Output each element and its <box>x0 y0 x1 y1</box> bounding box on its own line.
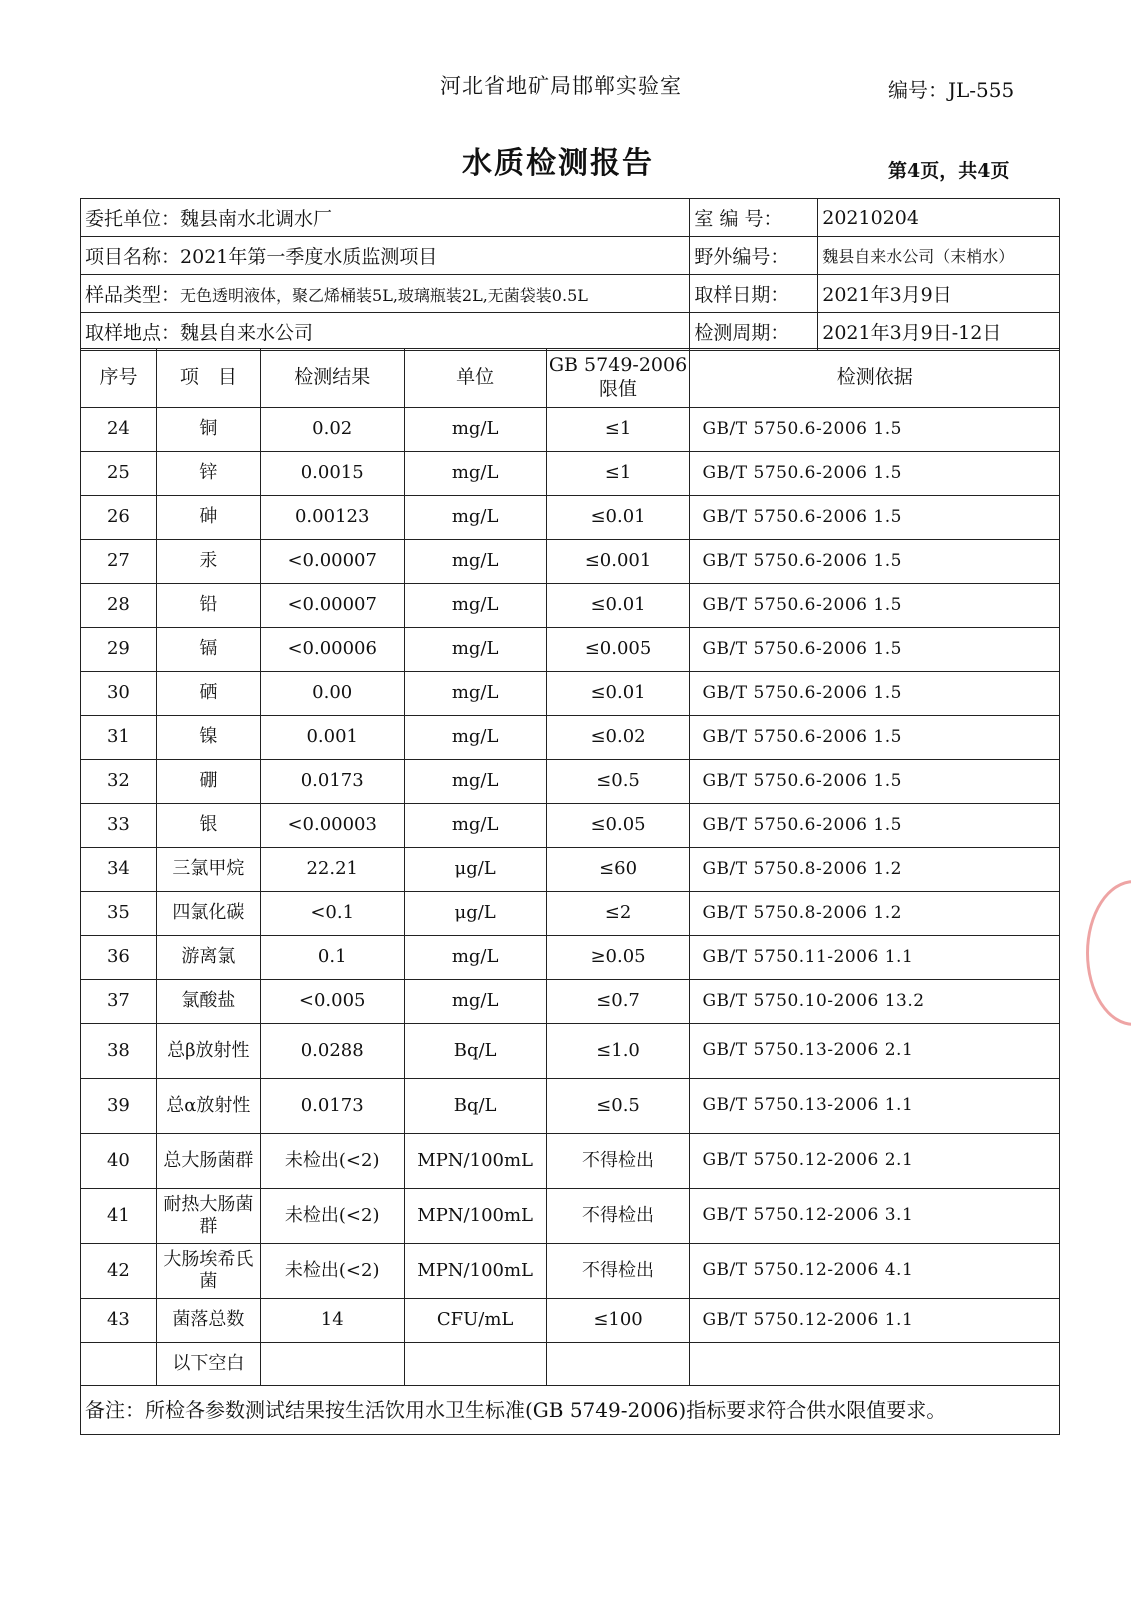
cell-basis: GB/T 5750.6-2006 1.5 <box>690 408 1060 452</box>
sample-type-cell <box>81 275 690 313</box>
cell-no: 28 <box>81 584 157 628</box>
cell-basis: GB/T 5750.6-2006 1.5 <box>690 452 1060 496</box>
cell-no: 26 <box>81 496 157 540</box>
results-table <box>80 348 1060 1435</box>
cell-result: <0.005 <box>260 980 404 1024</box>
cell-item: 四氯化碳 <box>156 892 260 936</box>
empty-cell <box>81 1343 157 1386</box>
empty-cell <box>546 1343 690 1386</box>
cell-no: 43 <box>81 1299 157 1343</box>
cell-unit: mg/L <box>404 496 546 540</box>
cell-limit: ≤0.5 <box>546 1079 690 1134</box>
sampling-date-value: 2021年3月9日 <box>818 275 1060 313</box>
cell-limit: ≤0.01 <box>546 584 690 628</box>
cell-basis: GB/T 5750.8-2006 1.2 <box>690 848 1060 892</box>
cell-no: 27 <box>81 540 157 584</box>
header-limit-label: 限值 <box>599 378 638 400</box>
cell-no: 39 <box>81 1079 157 1134</box>
cell-item: 硒 <box>156 672 260 716</box>
table-row <box>81 540 1060 584</box>
cell-item: 镉 <box>156 628 260 672</box>
cell-unit: mg/L <box>404 760 546 804</box>
cell-no: 30 <box>81 672 157 716</box>
cell-basis: GB/T 5750.12-2006 2.1 <box>690 1134 1060 1189</box>
cell-unit: mg/L <box>404 804 546 848</box>
cell-no: 29 <box>81 628 157 672</box>
cell-result: 0.0173 <box>260 760 404 804</box>
cell-no: 33 <box>81 804 157 848</box>
table-row <box>81 936 1060 980</box>
cell-result: 0.0288 <box>260 1024 404 1079</box>
test-period-value: 2021年3月9日-12日 <box>818 313 1060 351</box>
table-row <box>81 584 1060 628</box>
cell-unit: MPN/100mL <box>404 1244 546 1299</box>
cell-basis: GB/T 5750.6-2006 1.5 <box>690 540 1060 584</box>
cell-basis: GB/T 5750.8-2006 1.2 <box>690 892 1060 936</box>
cell-limit: ≤0.005 <box>546 628 690 672</box>
cell-limit: 不得检出 <box>546 1244 690 1299</box>
project-value: 2021年第一季度水质监测项目 <box>180 246 438 268</box>
lab-name: 河北省地矿局邯郸实验室 <box>440 74 682 98</box>
cell-result: 0.001 <box>260 716 404 760</box>
header-limit-standard: GB 5749-2006 <box>548 354 688 377</box>
location-value: 魏县自来水公司 <box>180 322 314 344</box>
cell-no: 24 <box>81 408 157 452</box>
cell-limit: ≤0.02 <box>546 716 690 760</box>
cell-limit: ≤1 <box>546 408 690 452</box>
table-row <box>81 408 1060 452</box>
blank-marker-text: 以下空白 <box>156 1343 260 1386</box>
table-row <box>81 672 1060 716</box>
empty-cell <box>690 1343 1060 1386</box>
header-basis: 检测依据 <box>690 349 1060 408</box>
cell-result: <0.00006 <box>260 628 404 672</box>
cell-limit: ≤0.001 <box>546 540 690 584</box>
cell-item: 银 <box>156 804 260 848</box>
cell-no: 36 <box>81 936 157 980</box>
table-row <box>81 628 1060 672</box>
cell-limit: ≥0.05 <box>546 936 690 980</box>
table-row <box>81 760 1060 804</box>
sample-type-label: 样品类型： <box>85 284 181 306</box>
table-row <box>81 848 1060 892</box>
cell-basis: GB/T 5750.12-2006 4.1 <box>690 1244 1060 1299</box>
cell-limit: ≤2 <box>546 892 690 936</box>
cell-basis: GB/T 5750.6-2006 1.5 <box>690 716 1060 760</box>
header-unit: 单位 <box>404 349 546 408</box>
table-row <box>81 1024 1060 1079</box>
cell-result: <0.00007 <box>260 584 404 628</box>
cell-basis: GB/T 5750.10-2006 13.2 <box>690 980 1060 1024</box>
results-body <box>81 408 1060 1435</box>
sampling-date-label: 取样日期： <box>690 275 818 313</box>
location-label: 取样地点： <box>85 322 181 344</box>
cell-unit: mg/L <box>404 672 546 716</box>
cell-result: 0.0015 <box>260 452 404 496</box>
table-row <box>81 980 1060 1024</box>
note-text: 备注：所检各参数测试结果按生活饮用水卫生标准(GB 5749-2006)指标要求符合供水限值要求。 <box>81 1386 1060 1435</box>
cell-result: 未检出(<2) <box>260 1134 404 1189</box>
table-row <box>81 1079 1060 1134</box>
cell-no: 32 <box>81 760 157 804</box>
cell-item: 镍 <box>156 716 260 760</box>
cell-limit: ≤0.01 <box>546 672 690 716</box>
document-number: 编号：JL-555 <box>888 78 1015 102</box>
cell-result: 0.00123 <box>260 496 404 540</box>
cell-no: 35 <box>81 892 157 936</box>
cell-result: <0.1 <box>260 892 404 936</box>
cell-item: 三氯甲烷 <box>156 848 260 892</box>
cell-item: 耐热大肠菌群 <box>156 1189 260 1244</box>
cell-no: 41 <box>81 1189 157 1244</box>
blank-marker-row <box>81 1343 1060 1386</box>
cell-unit: mg/L <box>404 936 546 980</box>
report-title: 水质检测报告 <box>462 146 654 181</box>
cell-unit: CFU/mL <box>404 1299 546 1343</box>
project-label: 项目名称： <box>85 246 181 268</box>
cell-result: 0.1 <box>260 936 404 980</box>
cell-item: 锌 <box>156 452 260 496</box>
cell-basis: GB/T 5750.6-2006 1.5 <box>690 628 1060 672</box>
cell-basis: GB/T 5750.13-2006 1.1 <box>690 1079 1060 1134</box>
cell-no: 34 <box>81 848 157 892</box>
table-row <box>81 716 1060 760</box>
cell-item: 游离氯 <box>156 936 260 980</box>
cell-item: 铜 <box>156 408 260 452</box>
page-indicator: 第4页，共4页 <box>888 160 1010 182</box>
cell-result: 22.21 <box>260 848 404 892</box>
cell-limit: ≤1 <box>546 452 690 496</box>
cell-limit: ≤100 <box>546 1299 690 1343</box>
cell-no: 25 <box>81 452 157 496</box>
cell-unit: mg/L <box>404 452 546 496</box>
cell-unit: mg/L <box>404 628 546 672</box>
info-table <box>80 198 1060 351</box>
table-row <box>81 892 1060 936</box>
cell-limit: 不得检出 <box>546 1189 690 1244</box>
test-period-label: 检测周期： <box>690 313 818 351</box>
cell-item: 汞 <box>156 540 260 584</box>
table-row <box>81 496 1060 540</box>
cell-item: 总α放射性 <box>156 1079 260 1134</box>
table-row <box>81 1189 1060 1244</box>
cell-result: <0.00007 <box>260 540 404 584</box>
client-cell <box>81 199 690 237</box>
cell-basis: GB/T 5750.6-2006 1.5 <box>690 672 1060 716</box>
cell-basis: GB/T 5750.6-2006 1.5 <box>690 584 1060 628</box>
empty-cell <box>260 1343 404 1386</box>
cell-limit: 不得检出 <box>546 1134 690 1189</box>
cell-unit: Bq/L <box>404 1079 546 1134</box>
cell-basis: GB/T 5750.12-2006 1.1 <box>690 1299 1060 1343</box>
cell-basis: GB/T 5750.11-2006 1.1 <box>690 936 1060 980</box>
cell-result: 未检出(<2) <box>260 1189 404 1244</box>
cell-result: 14 <box>260 1299 404 1343</box>
cell-unit: mg/L <box>404 980 546 1024</box>
header-result: 检测结果 <box>260 349 404 408</box>
cell-limit: ≤0.5 <box>546 760 690 804</box>
cell-basis: GB/T 5750.13-2006 2.1 <box>690 1024 1060 1079</box>
cell-unit: mg/L <box>404 540 546 584</box>
location-cell <box>81 313 690 351</box>
cell-basis: GB/T 5750.6-2006 1.5 <box>690 496 1060 540</box>
cell-item: 铅 <box>156 584 260 628</box>
cell-item: 硼 <box>156 760 260 804</box>
cell-limit: ≤60 <box>546 848 690 892</box>
cell-no: 40 <box>81 1134 157 1189</box>
cell-unit: μg/L <box>404 892 546 936</box>
cell-no: 42 <box>81 1244 157 1299</box>
cell-item: 总大肠菌群 <box>156 1134 260 1189</box>
header-item: 项 目 <box>156 349 260 408</box>
cell-result: 0.02 <box>260 408 404 452</box>
client-value: 魏县南水北调水厂 <box>180 208 333 230</box>
lab-no-label: 室 编 号： <box>690 199 818 237</box>
cell-basis: GB/T 5750.12-2006 3.1 <box>690 1189 1060 1244</box>
red-seal-stamp <box>1086 880 1131 1026</box>
cell-limit: ≤0.05 <box>546 804 690 848</box>
field-no-label: 野外编号： <box>690 237 818 275</box>
note-row <box>81 1386 1060 1435</box>
client-label: 委托单位： <box>85 208 181 230</box>
table-row <box>81 1134 1060 1189</box>
cell-unit: mg/L <box>404 716 546 760</box>
sample-type-value: 无色透明液体，聚乙烯桶装5L,玻璃瓶装2L,无菌袋装0.5L <box>180 286 588 305</box>
lab-no-value: 20210204 <box>818 199 1060 237</box>
cell-result: <0.00003 <box>260 804 404 848</box>
cell-basis: GB/T 5750.6-2006 1.5 <box>690 804 1060 848</box>
cell-unit: MPN/100mL <box>404 1189 546 1244</box>
cell-item: 总β放射性 <box>156 1024 260 1079</box>
cell-item: 砷 <box>156 496 260 540</box>
table-row <box>81 1244 1060 1299</box>
cell-item: 菌落总数 <box>156 1299 260 1343</box>
cell-unit: μg/L <box>404 848 546 892</box>
header-limit <box>546 349 690 408</box>
cell-result: 0.0173 <box>260 1079 404 1134</box>
cell-no: 31 <box>81 716 157 760</box>
cell-item: 大肠埃希氏菌 <box>156 1244 260 1299</box>
cell-no: 37 <box>81 980 157 1024</box>
project-cell <box>81 237 690 275</box>
cell-unit: mg/L <box>404 584 546 628</box>
table-row <box>81 452 1060 496</box>
cell-unit: MPN/100mL <box>404 1134 546 1189</box>
cell-result: 0.00 <box>260 672 404 716</box>
cell-no: 38 <box>81 1024 157 1079</box>
cell-limit: ≤1.0 <box>546 1024 690 1079</box>
cell-limit: ≤0.01 <box>546 496 690 540</box>
header-no: 序号 <box>81 349 157 408</box>
table-row <box>81 804 1060 848</box>
cell-unit: mg/L <box>404 408 546 452</box>
empty-cell <box>404 1343 546 1386</box>
table-row <box>81 1299 1060 1343</box>
cell-result: 未检出(<2) <box>260 1244 404 1299</box>
cell-item: 氯酸盐 <box>156 980 260 1024</box>
cell-limit: ≤0.7 <box>546 980 690 1024</box>
cell-unit: Bq/L <box>404 1024 546 1079</box>
cell-basis: GB/T 5750.6-2006 1.5 <box>690 760 1060 804</box>
field-no-value: 魏县自来水公司（末梢水） <box>818 237 1060 275</box>
